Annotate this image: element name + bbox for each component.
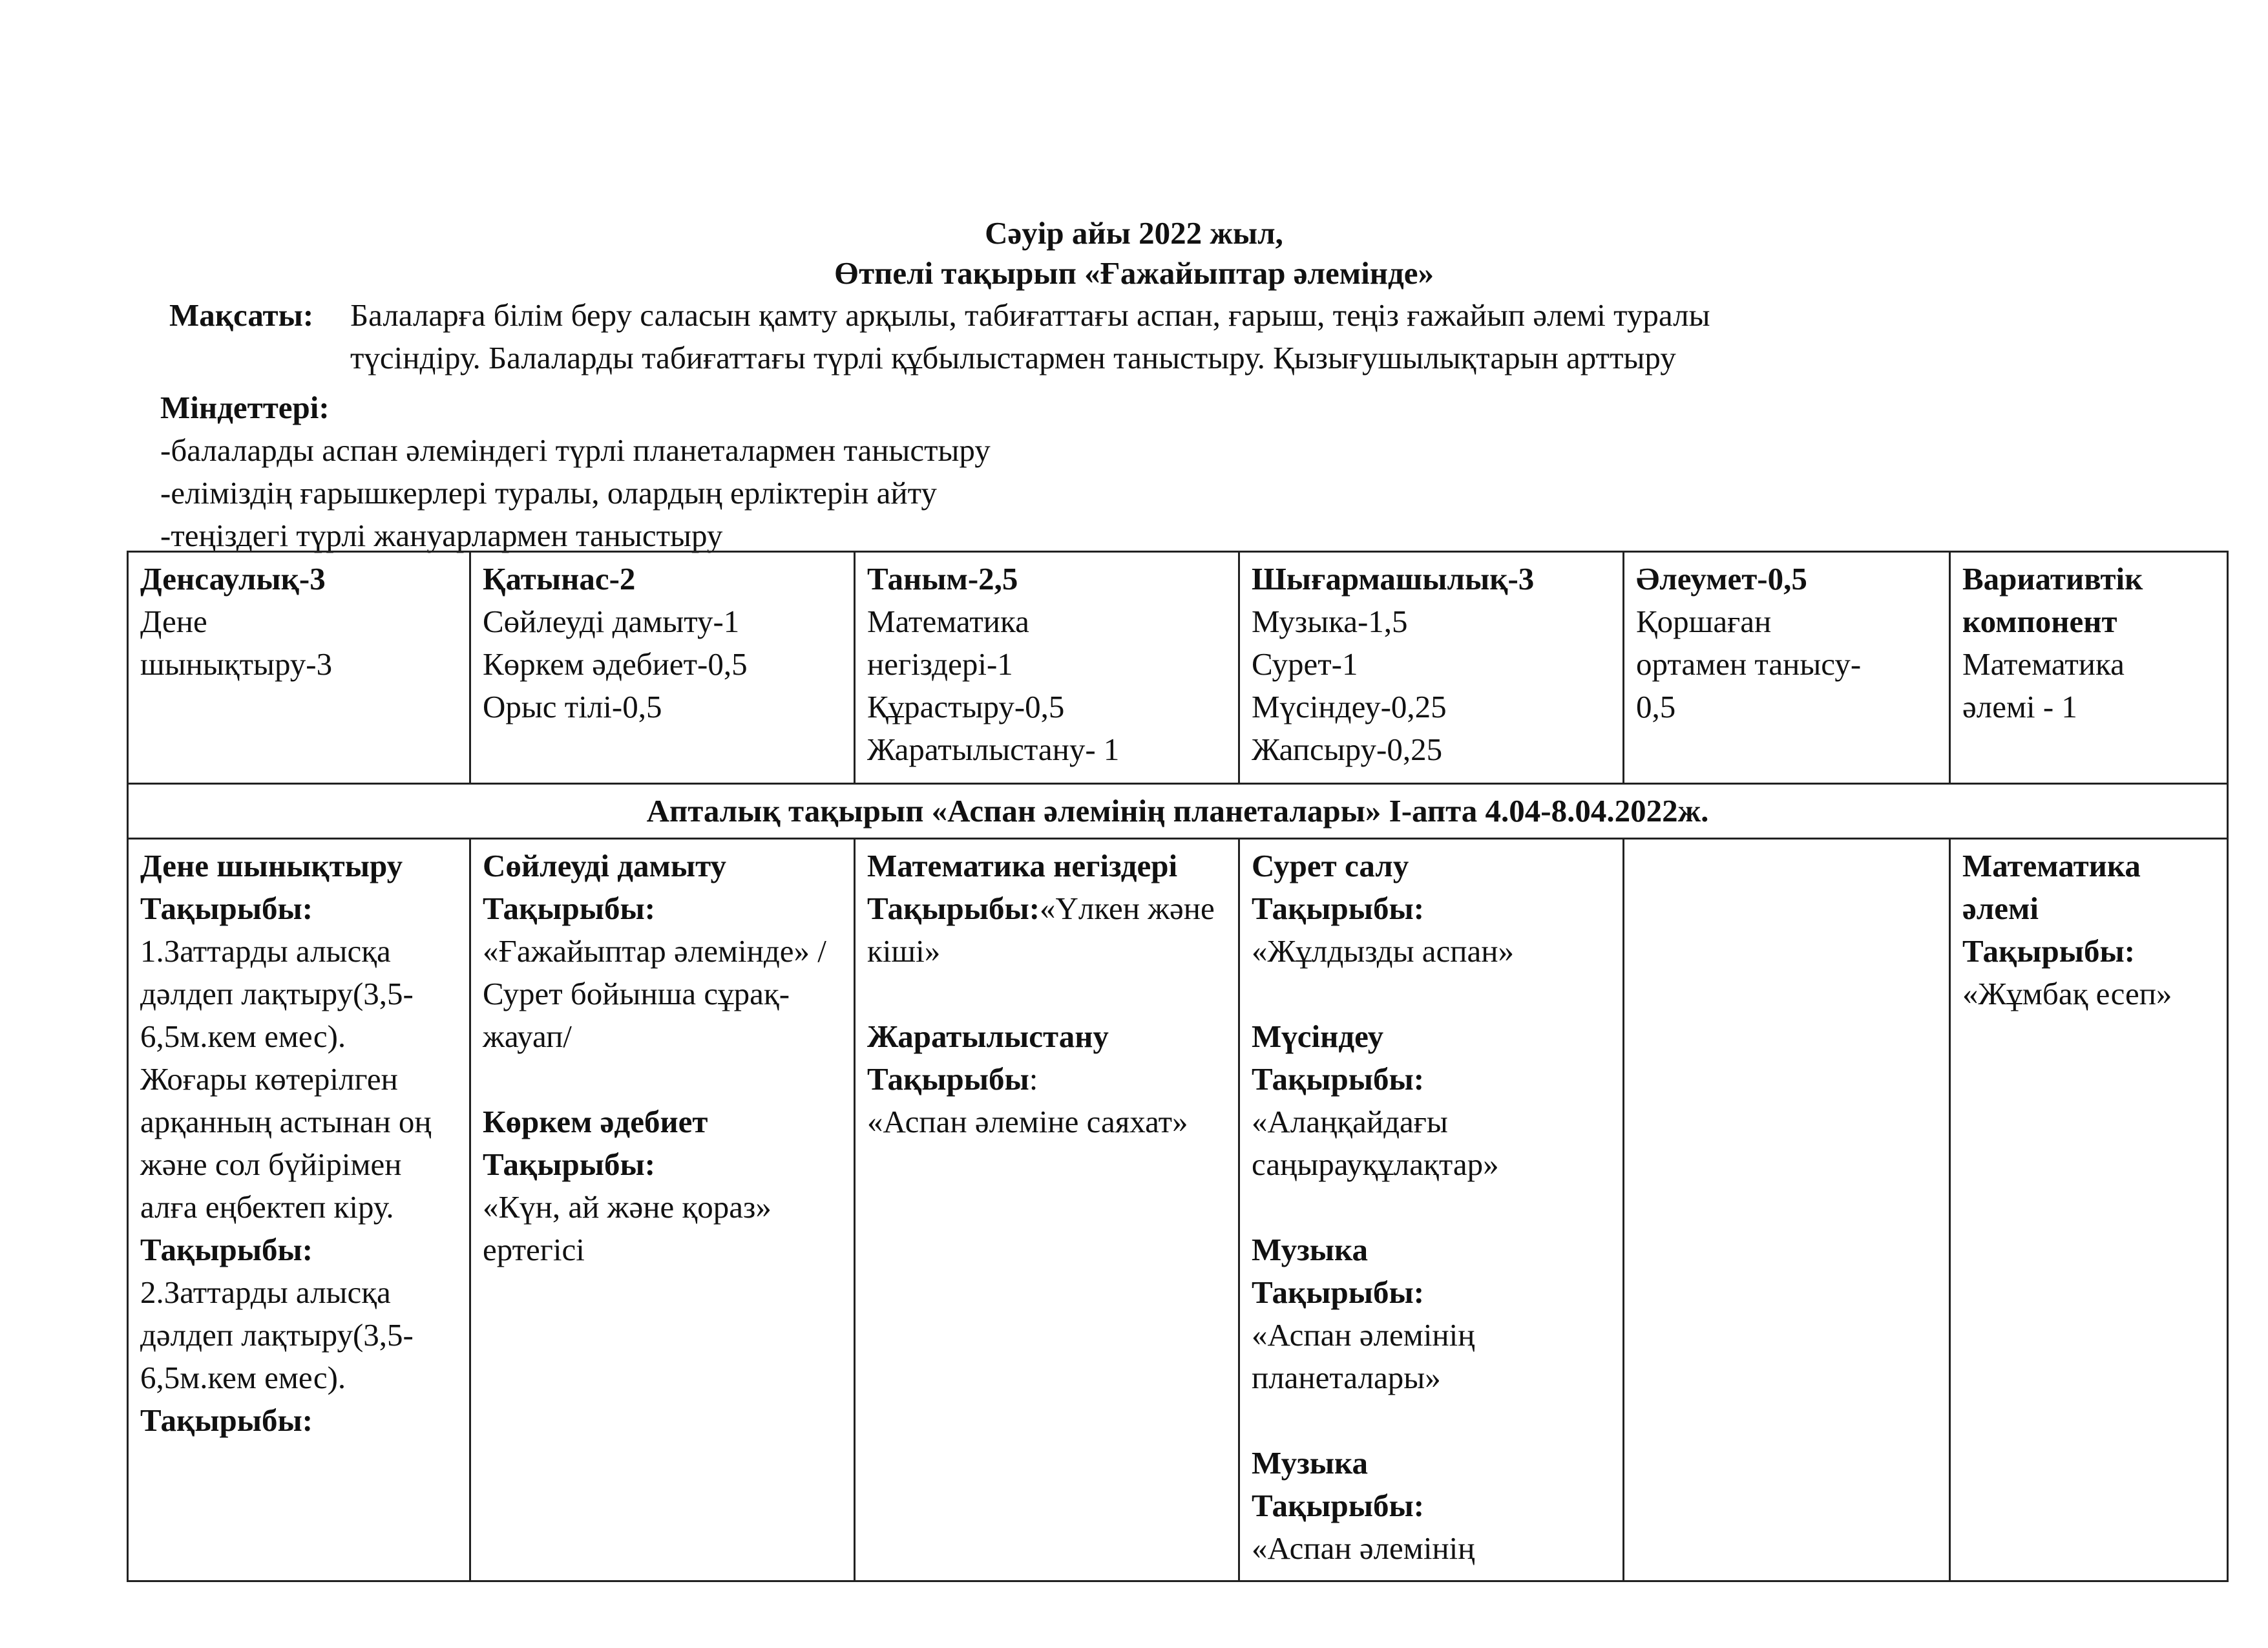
area-line: Сөйлеуді дамыту-1 (483, 604, 740, 639)
area-title: Қатынас-2 (483, 561, 636, 597)
area-cell (1239, 552, 1624, 784)
week-theme: Апталық тақырып «Аспан әлемінің планеталары» І-апта 4.04-8.04.2022ж. (128, 784, 2228, 839)
lesson-cell (1239, 839, 1624, 1581)
task-item: -еліміздің ғарышкерлері туралы, олардың ерліктерін айту (160, 475, 937, 511)
goal-line-2: түсіндіру. Балаларды табиғаттағы түрлі құбылыстармен таныстыру. Қызығушылықтарын арттыру (350, 340, 1676, 375)
lesson-subject: Жаратылыстану (867, 1019, 1109, 1054)
area-cell (1624, 552, 1950, 784)
area-cell (1950, 552, 2228, 784)
lesson-cell (470, 839, 855, 1581)
lesson-text: «Алаңқайдағы саңырауқұлақтар» (1252, 1104, 1499, 1182)
topic-label: Тақырыбы: (483, 891, 656, 926)
lesson-text: «Үлкен және кіші» (867, 891, 1215, 969)
lesson-cell (128, 839, 470, 1581)
topic-label: Тақырыбы: (1252, 1274, 1425, 1310)
topic-label: Тақырыбы: (140, 1232, 313, 1267)
lesson-text: «Аспан әлеміне саяхат» (867, 1104, 1188, 1139)
lesson-text: «Жұлдызды аспан» (1252, 933, 1514, 969)
area-line: Жаратылыстану- 1 (867, 732, 1120, 767)
lesson-subject: Музыка (1252, 1232, 1369, 1267)
lesson-text: «Күн, ай және қораз» ертегісі (483, 1189, 772, 1267)
goal-line-1: Балаларға білім беру саласын қамту арқылы, табиғаттағы аспан, ғарыш, теңіз ғажайып әлемі туралы (350, 297, 1710, 333)
plan-table (127, 551, 2229, 1582)
lesson-cell: Математика негіздері Тақырыбы:«Үлкен және кіші» Жаратылыстану Тақырыбы: «Аспан әлеміне саяхат» (855, 839, 1239, 1581)
lesson-text: «Ғажайыптар әлемінде» /Сурет бойынша сұрақ-жауап/ (483, 933, 826, 1054)
area-line: Көркем әдебиет-0,5 (483, 646, 748, 682)
lesson-cell-empty (1624, 839, 1950, 1581)
lesson-subject: Дене шынықтыру (140, 848, 403, 883)
area-line: әлемі - 1 (1962, 689, 2077, 724)
lesson-subject: Математика негіздері (867, 848, 1178, 883)
area-line: шынықтыру-3 (140, 646, 333, 682)
area-line: Сурет-1 (1252, 646, 1358, 682)
area-title: Әлеумет-0,5 (1636, 561, 1807, 597)
topic-label: Тақырыбы: (140, 891, 313, 926)
area-line: Математика (867, 604, 1029, 639)
area-cell (470, 552, 855, 784)
lesson-subject: Математика әлемі (1962, 848, 2141, 926)
title-line-2: Өтпелі тақырып «Ғажайыптар әлемінде» (834, 255, 1434, 291)
area-title: Денсаулық-3 (140, 561, 326, 597)
lesson-subject: Сурет салу (1252, 848, 1409, 883)
title-line-1: Сәуір айы 2022 жыл, (985, 215, 1283, 251)
area-cell (128, 552, 470, 784)
goal-label: Мақсаты: (169, 297, 314, 333)
area-line: Қоршаған (1636, 604, 1772, 639)
lesson-cell (1950, 839, 2228, 1581)
area-line: 0,5 (1636, 689, 1676, 724)
area-line: ортамен танысу- (1636, 646, 1862, 682)
lesson-text: 2.Заттарды алысқа дәлдеп лақтыру(3,5-6,5м.кем емес). (140, 1274, 414, 1395)
area-line: негіздері-1 (867, 646, 1013, 682)
area-title: Таным-2,5 (867, 561, 1018, 597)
lesson-text: «Аспан әлемінің (1252, 1530, 1475, 1566)
week-row (128, 784, 2228, 839)
area-line: Құрастыру-0,5 (867, 689, 1065, 724)
area-line: Музыка-1,5 (1252, 604, 1408, 639)
goal-text (350, 294, 2043, 379)
topic-label: Тақырыбы: (140, 1402, 313, 1438)
area-title: Вариативтік (1962, 561, 2143, 597)
area-line: Дене (140, 604, 207, 639)
lesson-subject: Сөйлеуді дамыту (483, 848, 727, 883)
lesson-text: 1.Заттарды алысқа дәлдеп лақтыру(3,5-6,5м.кем емес). Жоғары көтерілген арқанның астынан оң және сол бүйірімен алға еңбектеп кіру. (140, 933, 432, 1225)
area-title: Шығармашылық-3 (1252, 561, 1535, 597)
task-item: -теңіздегі түрлі жануарлармен таныстыру (160, 518, 723, 553)
task-item: -балаларды аспан әлеміндегі түрлі планеталармен таныстыру (160, 432, 991, 468)
topic-label: Тақырыбы: (1252, 1061, 1425, 1097)
topic-label: Тақырыбы: (1252, 1488, 1425, 1523)
lesson-text: «Аспан әлемінің планеталары» (1252, 1317, 1475, 1395)
lesson-subject: Музыка (1252, 1445, 1369, 1481)
area-title: компонент (1962, 604, 2117, 639)
lesson-text: «Жұмбақ есеп» (1962, 976, 2172, 1011)
area-line: Математика (1962, 646, 2125, 682)
lesson-subject: Мүсіндеу (1252, 1019, 1384, 1054)
areas-row (128, 552, 2228, 784)
tasks-heading: Міндеттері: (160, 390, 330, 425)
topic-label: Тақырыбы: (1252, 891, 1425, 926)
topic-label: Тақырыбы: (1962, 933, 2136, 969)
lessons-row (128, 839, 2228, 1581)
area-line: Жапсыру-0,25 (1252, 732, 1443, 767)
area-cell (855, 552, 1239, 784)
topic-label: Тақырыбы (867, 1061, 1029, 1097)
lesson-subject: Көркем әдебиет (483, 1104, 708, 1139)
area-line: Мүсіндеу-0,25 (1252, 689, 1447, 724)
area-line: Орыс тілі-0,5 (483, 689, 662, 724)
topic-label: Тақырыбы: (867, 891, 1040, 926)
topic-label: Тақырыбы: (483, 1146, 656, 1182)
